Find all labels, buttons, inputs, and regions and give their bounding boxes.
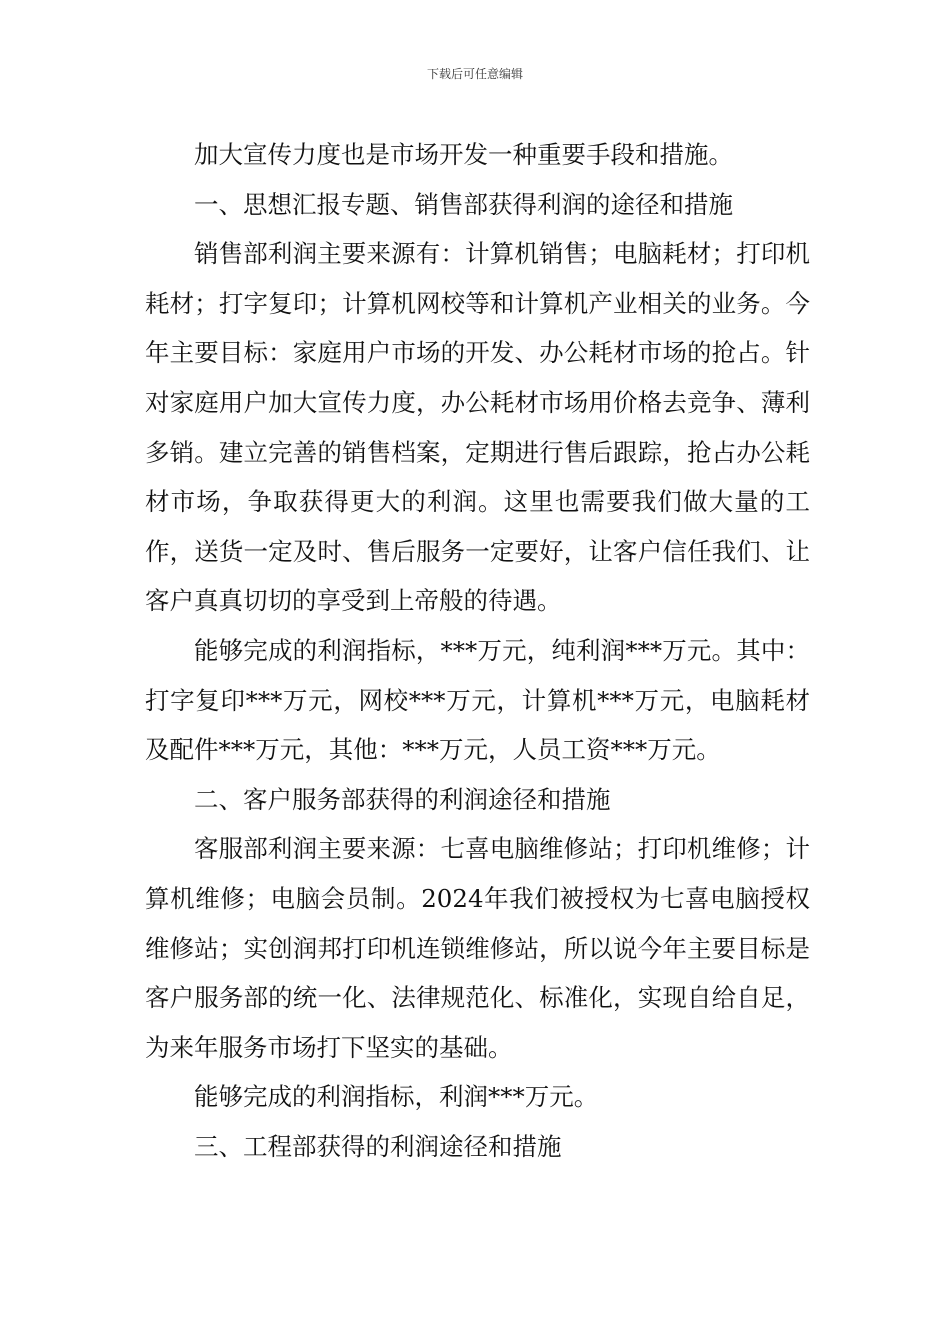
paragraph-service-targets: 能够完成的利润指标，利润***万元。 [194,1082,599,1112]
paragraph-intro: 加大宣传力度也是市场开发一种重要手段和措施。 [194,140,733,169]
document-body [145,130,810,1171]
paragraph-sales-sources: 销售部利润主要来源有：计算机销售；电脑耗材；打印机耗材；打字复印；计算机网校等和计算机产业相关的业务。今年主要目标：家庭用户市场的开发、办公耗材市场的抢占。针对家庭用户加大宣传力度，办公耗材市场用价格去竞争、薄利多销。建立完善的销售档案，定期进行售后跟踪，抢占办公耗材市场，争取获得更大的利润。这里也需要我们做大量的工作，送货一定及时、售后服务一定要好，让客户信任我们、让客户真真切切的享受到上帝般的待遇。 [145,239,810,616]
section-heading-engineering: 三、工程部获得的利润途径和措施 [194,1131,562,1161]
page-header-note: 下载后可任意编辑 [426,67,523,81]
paragraph-sales-targets: 能够完成的利润指标，***万元，纯利润***万元。其中：打字复印***万元，网校***万元，计算机***万元，电脑耗材及配件***万元，其他：***万元，人员工资***万元。 [145,635,810,765]
section-heading-sales: 一、思想汇报专题、销售部获得利润的途径和措施 [194,189,733,219]
section-heading-customer-service: 二、客户服务部获得的利润途径和措施 [194,784,611,814]
paragraph-service-sources: 客服部利润主要来源：七喜电脑维修站；打印机维修；计算机维修；电脑会员制。2024年我们被授权为七喜电脑授权维修站；实创润邦打印机连锁维修站，所以说今年主要目标是客户服务部的统一化、法律规范化、标准化，实现自给自足，为来年服务市场打下坚实的基础。 [145,834,810,1062]
